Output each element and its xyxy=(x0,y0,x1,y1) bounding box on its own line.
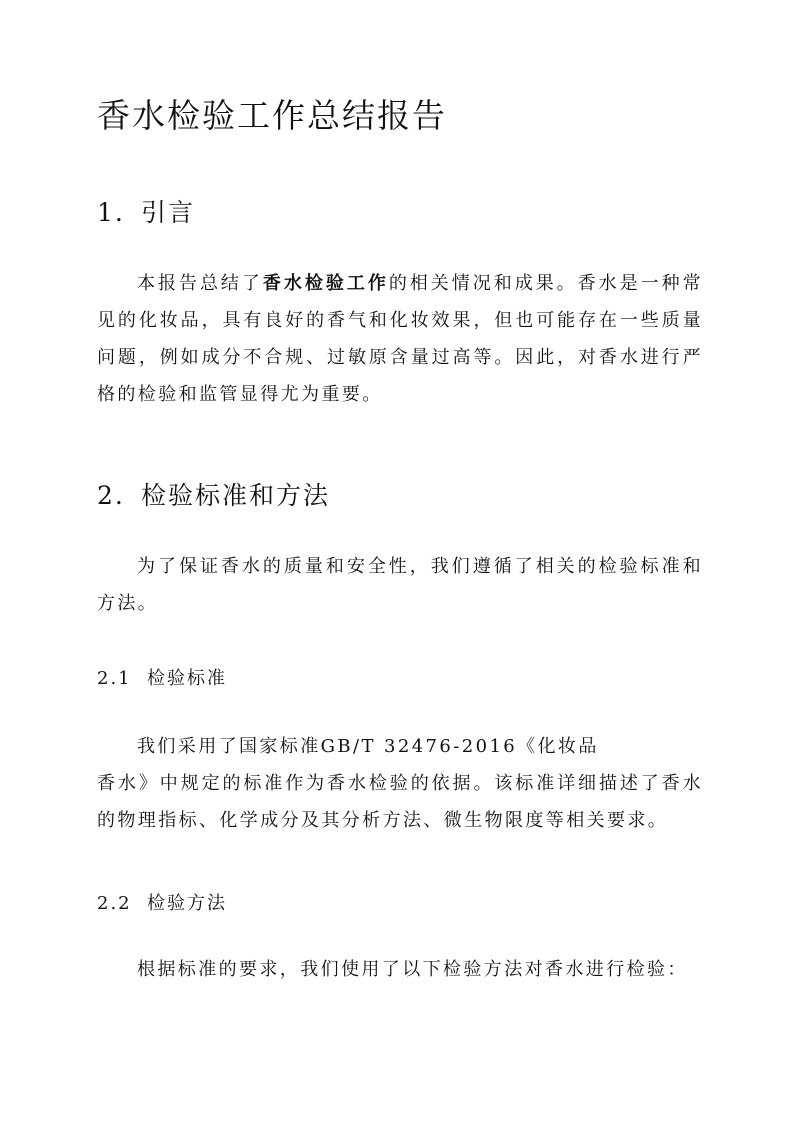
section-1-text-emphasis: 香水检验工作 xyxy=(262,273,389,294)
section-1-number: 1. xyxy=(97,198,125,227)
section-2-1-paragraph: 香水》中规定的标准作为香水检验的依据。该标准详细描述了香水的物理指标、化学成分及其分析方法、微生物限度等相关要求。 xyxy=(97,773,703,831)
section-2-1-heading xyxy=(97,667,227,691)
section-2-2-paragraph: 根据标准的要求，我们使用了以下检验方法对香水进行检验： xyxy=(137,959,688,980)
section-1-text-end: 的相关情况和成果。香水是一种常见的化妆品，具有良好的香气和化妆效果，但也可能存在一些质量问题，例如成分不合规、过敏原含量过高等。因此，对香水进行严格的检验和监管显得尤为重要。 xyxy=(97,273,703,405)
section-2-number: 2. xyxy=(97,481,125,510)
section-1-title: 引言 xyxy=(141,198,196,227)
section-2-paragraph: 为了保证香水的质量和安全性，我们遵循了相关的检验标准和方法。 xyxy=(97,556,703,614)
section-2-1-number: 2.1 xyxy=(97,668,132,689)
section-2-2-title: 检验方法 xyxy=(147,893,227,914)
section-2-2-number: 2.2 xyxy=(97,893,132,914)
section-2-1-line-1: 我们采用了国家标准GB/T 32476-2016《化妆品 xyxy=(137,736,599,757)
section-1-text-start: 本报告总结了 xyxy=(137,273,263,294)
section-2-2-heading xyxy=(97,892,227,916)
section-1-paragraph xyxy=(97,265,703,413)
section-2-title: 检验标准和方法 xyxy=(141,481,331,510)
section-2-heading xyxy=(97,480,330,512)
section-1-heading xyxy=(97,197,195,229)
document-title: 香水检验工作总结报告 xyxy=(97,96,447,135)
section-2-1-title: 检验标准 xyxy=(147,668,227,689)
